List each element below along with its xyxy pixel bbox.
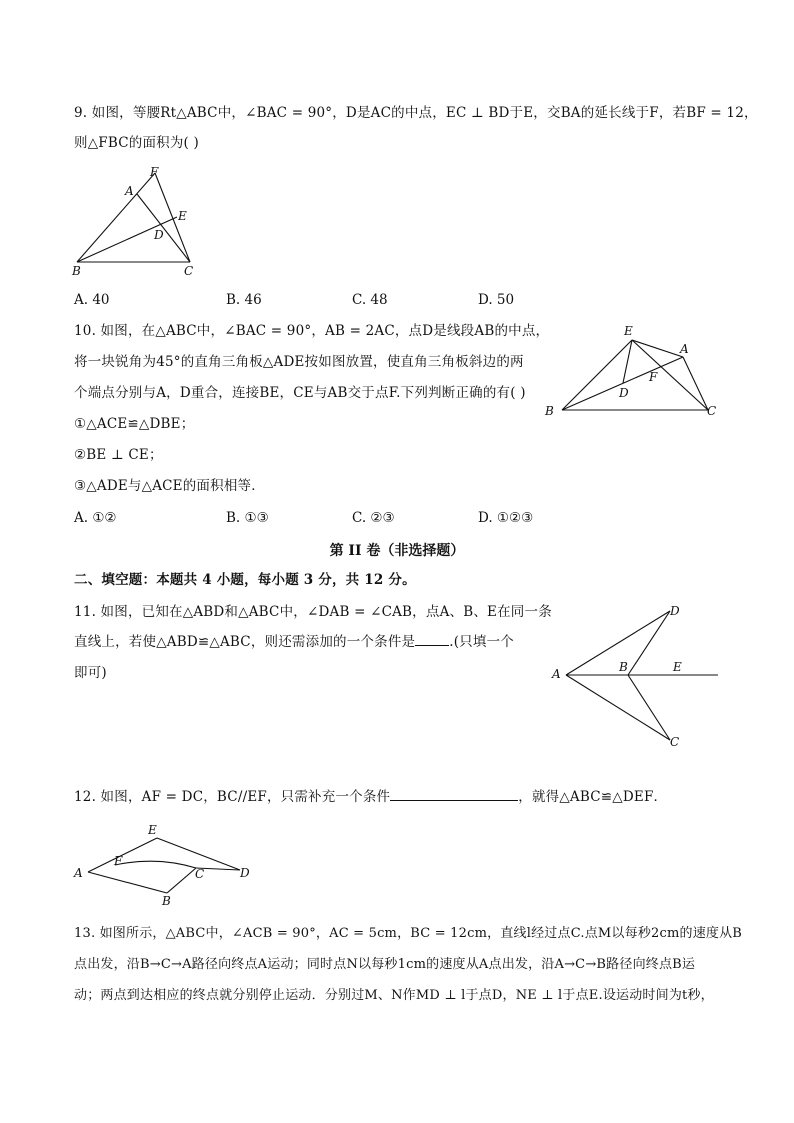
q12-segment-bc xyxy=(167,868,196,893)
q11-label-e: E xyxy=(673,660,682,674)
q12-segment-ed xyxy=(157,838,240,870)
q12-label-d: D xyxy=(240,866,250,880)
q11-segment-ad xyxy=(566,611,670,675)
q9-label-b: B xyxy=(72,264,81,278)
part2-title: 第 II 卷（非选择题） xyxy=(329,543,465,559)
q10-figure xyxy=(540,320,725,420)
q13-line3: 动；两点到达相应的终点就分别停止运动．分别过M、N作MD ⊥ l于点D，NE ⊥ l于点E.设运动时间为t秒， xyxy=(74,988,714,1003)
q12-label-c: C xyxy=(195,867,205,881)
q10-line2: 将一块锐角为45°的直角三角板△ADE按如图放置，使直角三角板斜边的两 xyxy=(74,354,524,370)
q12-label-a: A xyxy=(74,866,83,880)
q10-segment-ac xyxy=(683,357,708,410)
q11-figure xyxy=(550,600,725,750)
q10-option-d: D. ①②③ xyxy=(478,510,534,526)
q9-label-f: F xyxy=(150,165,159,179)
q9-label-d: D xyxy=(154,228,164,242)
q9-option-c: C. 48 xyxy=(352,292,388,308)
q9-label-e: E xyxy=(178,209,187,223)
q9-option-d: D. 50 xyxy=(478,292,515,308)
q12-answer-blank[interactable] xyxy=(390,800,518,801)
q9-label-c: C xyxy=(184,264,194,278)
section-heading: 二、填空题：本题共 4 小题，每小题 3 分，共 12 分。 xyxy=(74,572,416,588)
q9-option-a: A. 40 xyxy=(74,292,110,308)
q9-line1: 9. 如图，等腰Rt△ABC中，∠BAC = 90°，D是AC的中点，EC ⊥ BD于E，交BA的延长线于F，若BF = 12， xyxy=(74,105,758,121)
q11-label-d: D xyxy=(670,604,680,618)
q9-line2: 则△FBC的面积为( ) xyxy=(74,135,199,151)
q11-answer-blank[interactable] xyxy=(415,645,449,646)
q10-segment-ea xyxy=(632,340,683,357)
q13-line2: 点出发，沿B→C→A路径向终点A运动；同时点N以每秒1cm的速度从A点出发，沿A→C→B路径向终点B运 xyxy=(74,957,696,972)
q10-statement-3: ③△ADE与△ACE的面积相等． xyxy=(74,478,265,494)
q12-line xyxy=(74,788,667,806)
q10-option-a: A. ①② xyxy=(74,510,117,526)
q9-option-b: B. 46 xyxy=(226,292,262,308)
q10-statement-1: ①△ACE≌△DBE； xyxy=(74,416,195,432)
q10-label-b: B xyxy=(545,404,554,418)
q12-label-e: E xyxy=(148,823,157,837)
q12-figure xyxy=(72,820,257,910)
q11-label-c: C xyxy=(670,735,680,749)
q11-line2-tail: .(只填一个 xyxy=(449,634,514,650)
q11-label-b: B xyxy=(619,660,628,674)
q10-label-f: F xyxy=(649,370,658,384)
q9-segment-bf xyxy=(77,173,155,262)
q12-segment-ab xyxy=(88,872,167,893)
q12-segment-ae xyxy=(88,838,157,872)
q9-label-a: A xyxy=(125,184,134,198)
q11-line2-text: 直线上，若使△ABD≌△ABC，则还需添加的一个条件是 xyxy=(74,634,416,650)
q12-text-a: 12. 如图，AF = DC，BC//EF，只需补充一个条件 xyxy=(74,789,391,805)
q10-segment-ed xyxy=(623,340,632,383)
q10-label-a: A xyxy=(680,342,689,356)
q10-label-c: C xyxy=(707,404,717,418)
q11-line2 xyxy=(74,633,514,651)
q10-line3: 个端点分别与A，D重合，连接BE，CE与AB交于点F.下列判断正确的有( ) xyxy=(74,385,526,401)
q13-line1: 13. 如图所示，△ABC中，∠ACB = 90°，AC = 5cm，BC = 12cm，直线l经过点C.点M以每秒2cm的速度从B xyxy=(74,926,743,941)
q10-option-b: B. ①③ xyxy=(226,510,269,526)
q12-label-b: B xyxy=(162,894,171,908)
q12-text-b: ，就得△ABC≌△DEF． xyxy=(518,789,668,805)
q9-figure xyxy=(70,165,210,280)
q10-statement-2: ②BE ⊥ CE； xyxy=(74,447,163,463)
q11-segment-ac xyxy=(566,675,670,740)
q11-segment-bd xyxy=(628,611,670,675)
q11-segment-bc xyxy=(628,675,670,740)
q10-segment-ba xyxy=(562,357,683,410)
q11-label-a: A xyxy=(552,667,561,681)
q10-segment-ec xyxy=(632,340,708,410)
q10-option-c: C. ②③ xyxy=(352,510,395,526)
q11-line3: 即可) xyxy=(74,665,107,681)
q12-label-f: F xyxy=(114,854,123,868)
q11-line1: 11. 如图，已知在△ABD和△ABC中，∠DAB = ∠CAB，点A、B、E在同一条 xyxy=(74,604,552,620)
q12-segment-fc xyxy=(115,861,196,868)
q10-line1: 10. 如图，在△ABC中，∠BAC = 90°，AB = 2AC，点D是线段AB的中点， xyxy=(74,323,550,339)
q10-label-d: D xyxy=(619,386,629,400)
q10-label-e: E xyxy=(624,324,633,338)
